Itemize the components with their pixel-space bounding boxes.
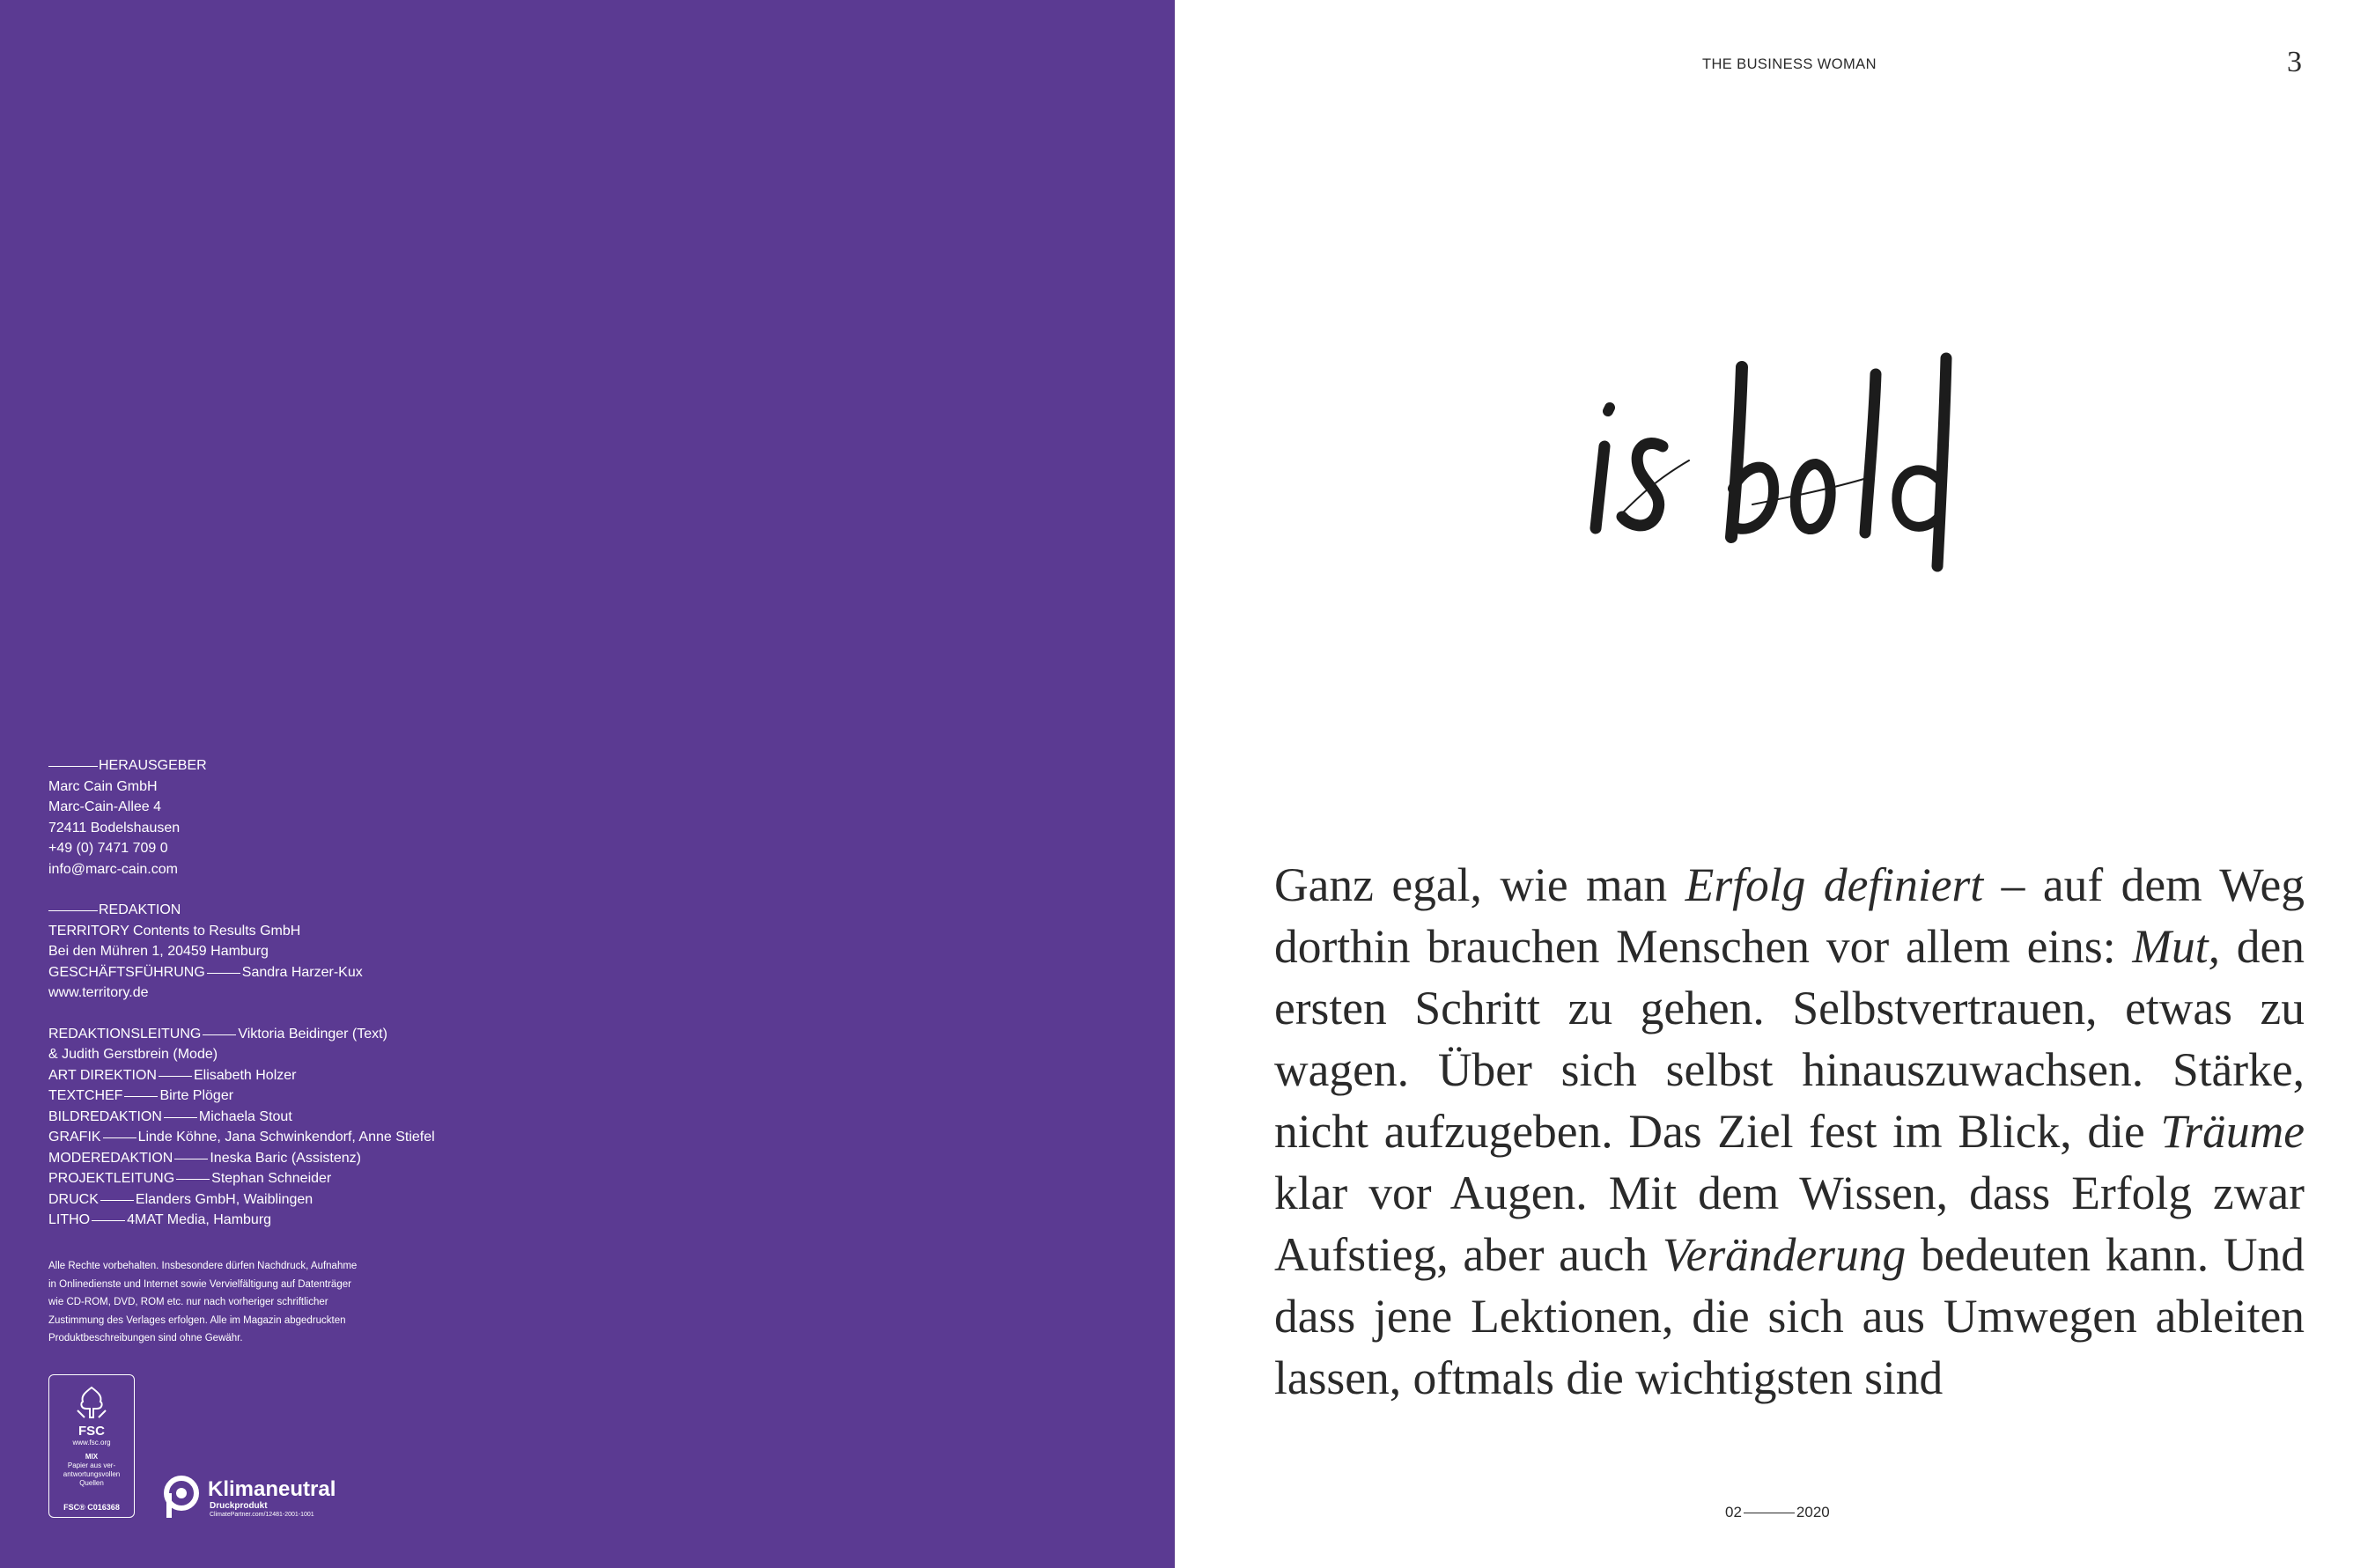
body-emphasis: Mut, <box>2132 920 2220 973</box>
fsc-label: FSC <box>78 1424 105 1439</box>
publisher-line: Marc-Cain-Allee 4 <box>48 799 162 814</box>
body-text: den ersten Schritt zu gehen. Selbstvertrauen, etwas zu wagen. Über sich selbst hinauszuwachsen. Stärke, nicht aufzugeben. Das Ziel fest im Blick, die <box>1274 920 2305 1158</box>
credit-rule <box>207 973 240 974</box>
klimaneutral-title: Klimaneutral <box>208 1477 336 1501</box>
credit-rule <box>164 1117 197 1118</box>
credit-name: Ineska Baric (Assistenz) <box>210 1150 361 1166</box>
heading-rule <box>48 910 98 911</box>
credit-name: Elisabeth Holzer <box>193 1067 297 1083</box>
heading-rule <box>48 766 98 767</box>
issue-number: 02 <box>1725 1504 1742 1520</box>
imprint-editorial <box>48 900 462 1004</box>
fsc-logo <box>48 1374 135 1518</box>
fsc-code: FSC® C016368 <box>63 1503 120 1512</box>
editorial-line: Bei den Mühren 1, 20459 Hamburg <box>48 944 269 959</box>
credit-line <box>48 1024 462 1045</box>
publisher-line: +49 (0) 7471 709 0 <box>48 841 168 856</box>
body-text: bedeuten kann. Und dass jene Lektionen, die sich aus Umwegen ableiten lassen, oftmals die wichtigsten sind <box>1274 1228 2305 1404</box>
credit-name: Michaela Stout <box>198 1108 292 1124</box>
credit-rule <box>159 1076 192 1077</box>
legal-line: in Onlinedienste und Internet sowie Vervielfältigung auf Datenträger <box>48 1278 351 1290</box>
credit-role: TEXTCHEF <box>48 1088 123 1103</box>
page-number: 3 <box>2287 46 2302 78</box>
credit-line <box>48 1044 462 1065</box>
credit-role: BILDREDAKTION <box>48 1108 162 1124</box>
klimaneutral-subtitle: Druckprodukt <box>210 1501 268 1511</box>
imprint-credits <box>48 1024 462 1231</box>
credit-name: Elanders GmbH, Waiblingen <box>135 1191 313 1207</box>
credit-line <box>48 1086 462 1107</box>
body-copy <box>1274 854 2305 1409</box>
legal-notice <box>48 1257 454 1348</box>
legal-line: wie CD-ROM, DVD, ROM etc. nur nach vorheriger schriftlicher <box>48 1297 328 1307</box>
body-text: Ganz egal, wie man <box>1274 858 1685 911</box>
credit-role: GRAFIK <box>48 1130 101 1145</box>
credit-line <box>48 1107 462 1128</box>
klimaneutral-url: ClimatePartner.com/12481-2001-1001 <box>210 1512 314 1518</box>
body-emphasis: Veränderung <box>1662 1228 1907 1281</box>
credit-rule <box>92 1220 125 1221</box>
body-text: – auf dem Weg dorthin brauchen Menschen vor allem eins: <box>1274 858 2305 973</box>
issue-year: 2020 <box>1796 1504 1830 1520</box>
management-role: GESCHÄFTSFÜHRUNG <box>48 964 205 980</box>
credit-rule <box>124 1096 158 1097</box>
credit-line <box>48 1210 462 1231</box>
publisher-line: Marc Cain GmbH <box>48 778 158 794</box>
credit-role: REDAKTIONSLEITUNG <box>48 1026 202 1042</box>
editorial-website: www.territory.de <box>48 985 149 1000</box>
climatepartner-icon <box>164 1476 203 1520</box>
publisher-heading-line <box>48 755 462 777</box>
credit-name: & Judith Gerstbrein (Mode) <box>48 1047 218 1062</box>
imprint-publisher <box>48 755 462 880</box>
legal-line: Alle Rechte vorbehalten. Insbesondere dürfen Nachdruck, Aufnahme <box>48 1261 358 1271</box>
editorial-heading-line <box>48 900 462 921</box>
headline <box>1585 348 1990 603</box>
fsc-mix: MIX <box>85 1453 99 1461</box>
legal-line: Zustimmung des Verlages erfolgen. Alle im Magazin abgedruckten <box>48 1314 346 1326</box>
credit-line <box>48 1189 462 1211</box>
credit-role: DRUCK <box>48 1191 99 1207</box>
credit-line <box>48 1168 462 1189</box>
credit-name: 4MAT Media, Hamburg <box>127 1212 272 1227</box>
publisher-line: info@marc-cain.com <box>48 861 178 877</box>
credit-name: Linde Köhne, Jana Schwinkendorf, Anne Stiefel <box>137 1130 435 1145</box>
credit-rule <box>203 1034 236 1035</box>
management-name: Sandra Harzer-Kux <box>241 964 363 980</box>
fsc-tree-icon <box>72 1384 111 1423</box>
credit-rule <box>103 1137 136 1138</box>
fsc-desc: antwortungsvollen <box>63 1470 121 1478</box>
credit-role: LITHO <box>48 1212 91 1227</box>
credit-role: MODEREDAKTION <box>48 1150 173 1166</box>
credit-rule <box>176 1179 210 1180</box>
credit-rule <box>100 1200 134 1201</box>
editorial-heading: REDAKTION <box>99 902 181 917</box>
klimaneutral-logo <box>164 1476 375 1520</box>
headline-brush-lettering <box>1585 348 1990 603</box>
imprint <box>48 755 462 1251</box>
credit-line <box>48 1127 462 1148</box>
management-line <box>48 962 462 983</box>
credit-line <box>48 1065 462 1086</box>
spine-shadow <box>1174 0 1176 1568</box>
body-emphasis: Erfolg definiert <box>1685 858 1984 911</box>
legal-line: Produktbeschreibungen sind ohne Gewähr. <box>48 1333 243 1343</box>
fsc-website: www.fsc.org <box>72 1439 111 1447</box>
credit-name: Birte Plöger <box>159 1088 234 1103</box>
body-text: klar vor Augen. Mit dem Wissen, dass Erfolg zwar Aufstieg, aber auch <box>1274 1167 2305 1281</box>
running-head: THE BUSINESS WOMAN <box>1702 56 1877 72</box>
publisher-heading: HERAUSGEBER <box>99 758 207 773</box>
credit-name: Stephan Schneider <box>211 1171 332 1186</box>
publisher-line: 72411 Bodelshausen <box>48 820 181 836</box>
credit-role: ART DIREKTION <box>48 1067 157 1083</box>
editorial-line: TERRITORY Contents to Results GmbH <box>48 923 301 939</box>
left-page <box>0 0 1175 1568</box>
credit-role: PROJEKTLEITUNG <box>48 1171 175 1186</box>
fsc-desc: Papier aus ver- <box>67 1461 116 1469</box>
issue-footer <box>1725 1504 1830 1521</box>
credit-line <box>48 1148 462 1169</box>
body-emphasis: Träume <box>2160 1105 2305 1158</box>
credit-name: Viktoria Beidinger (Text) <box>238 1026 387 1042</box>
fsc-desc: Quellen <box>79 1479 104 1487</box>
